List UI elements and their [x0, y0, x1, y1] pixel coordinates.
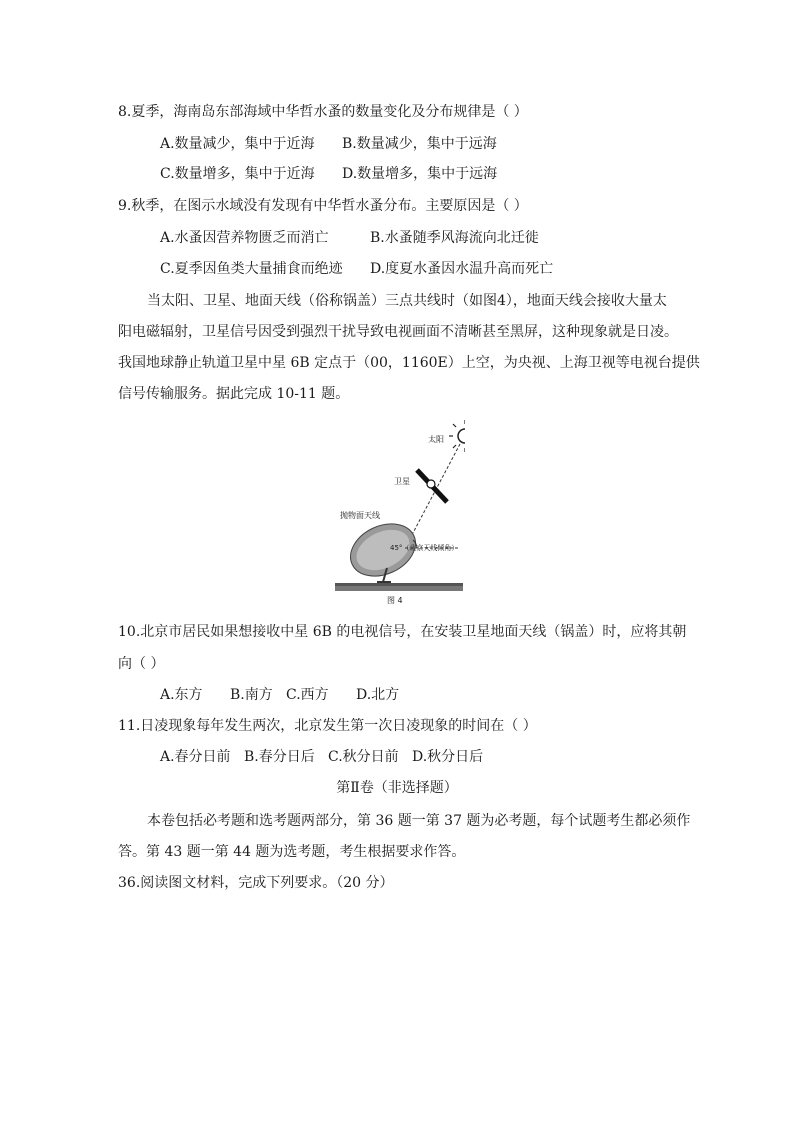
- question-8-option-d: D.数量增多，集中于远海: [342, 166, 498, 182]
- question-10-stem-line-2: 向（ ）: [118, 656, 165, 672]
- question-9-option-a: A.水蚤因营养物匮乏而消亡: [160, 230, 329, 246]
- question-10-option-a: A.东方: [160, 687, 203, 703]
- question-8-stem: 8.夏季，海南岛东部海域中华哲水蚤的数量变化及分布规律是（ ）: [118, 104, 528, 120]
- question-9-option-c: C.夏季因鱼类大量捕食而绝迹: [160, 261, 343, 277]
- material-line-3: 我国地球静止轨道卫星中星 6B 定点于（00，1160E）上空，为央视、上海卫视等电视台提供: [118, 355, 700, 371]
- question-8-option-a: A.数量减少，集中于近海: [160, 136, 315, 152]
- section-2-title: 第Ⅱ卷（非选择题）: [336, 780, 458, 796]
- question-11-option-c: C.秋分日前: [328, 749, 399, 765]
- question-8-option-c: C.数量增多，集中于近海: [160, 166, 315, 182]
- figure-4: [335, 420, 465, 610]
- question-9-options-row-2: [160, 259, 553, 279]
- section-2-intro-line-1: 本卷包括必考题和选考题两部分，第 36 题一第 37 题为必考题，每个试题考生都必须作: [147, 813, 691, 829]
- question-10-stem-line-1: 10.北京市居民如果想接收中星 6B 的电视信号，在安装卫星地面天线（锅盖）时，应将其朝: [118, 624, 687, 640]
- question-9-option-b: B.水蚤随季风海流向北迁徙: [370, 230, 539, 246]
- question-10-options-row: [160, 685, 399, 705]
- sun-icon: [449, 420, 465, 452]
- question-11-options-row: [160, 747, 483, 767]
- satellite-label: 卫星: [394, 477, 410, 486]
- question-11-option-b: B.春分日后: [244, 749, 315, 765]
- question-9-options-row-1: [160, 228, 539, 248]
- sun-label: 太阳: [428, 435, 444, 444]
- question-10-option-b: B.南方: [230, 687, 273, 703]
- section-2-intro-line-2: 答。第 43 题一第 44 题为选考题，考生根据要求作答。: [118, 844, 466, 860]
- angle-label: 45°（北京天线倾角）: [390, 544, 459, 552]
- antenna-label: 抛物面天线: [340, 511, 380, 520]
- figure-caption: 图 4: [387, 596, 403, 605]
- question-8-options-row-2: [160, 164, 497, 184]
- material-line-2: 阳电磁辐射，卫星信号因受到强烈干扰导致电视画面不清晰甚至黑屏，这种现象就是日凌。: [118, 324, 678, 340]
- question-9-stem: 9.秋季，在图示水域没有发现有中华哲水蚤分布。主要原因是（ ）: [118, 198, 528, 214]
- sight-line: [405, 444, 460, 548]
- material-line-4: 信号传输服务。据此完成 10-11 题。: [118, 386, 350, 402]
- question-8-options-row-1: [160, 134, 497, 154]
- material-line-1: 当太阳、卫星、地面天线（俗称锅盖）三点共线时（如图4），地面天线会接收大量太: [147, 293, 667, 309]
- question-11-stem: 11.日凌现象每年发生两次，北京发生第一次日凌现象的时间在（ ）: [118, 718, 537, 734]
- question-11-option-d: D.秋分日后: [412, 749, 484, 765]
- question-10-option-d: D.北方: [356, 687, 400, 703]
- question-10-option-c: C.西方: [286, 687, 329, 703]
- question-11-option-a: A.春分日前: [160, 749, 231, 765]
- question-8-option-b: B.数量减少，集中于远海: [342, 136, 497, 152]
- question-36-stem: 36.阅读图文材料，完成下列要求。（20 分）: [118, 875, 394, 891]
- ground: [335, 583, 463, 591]
- question-9-option-d: D.度夏水蚤因水温升高而死亡: [370, 261, 554, 277]
